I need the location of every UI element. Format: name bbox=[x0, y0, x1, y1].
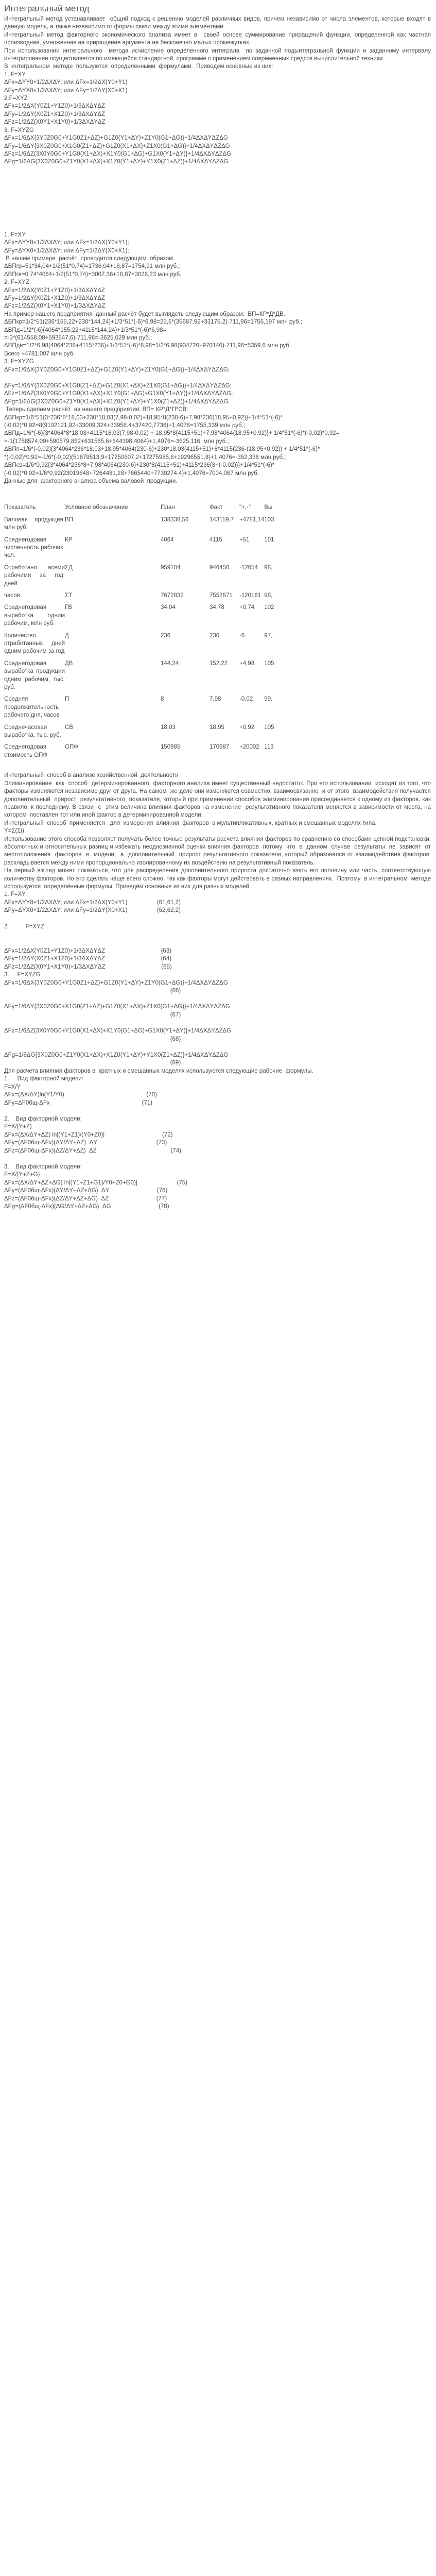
table-cell: 102 bbox=[264, 604, 274, 611]
formula-line: F=X/(Y+Z) bbox=[4, 1124, 32, 1130]
table-cell: ВП bbox=[65, 516, 73, 523]
formula-line: F=X/Y bbox=[4, 1083, 21, 1090]
spacer bbox=[4, 931, 431, 939]
table-row bbox=[4, 563, 282, 591]
formula-line: ΔFx=1/6ΔX{3Y0Z0G0+Y1G0Z1+ΔZ)+G1Z0(Y1+ΔY)+Z1Y0(G1+ΔG)}+1/4ΔXΔYΔZΔG bbox=[4, 135, 228, 142]
formula-line: ΔFz=(ΔF0бщ-ΔFx)(ΔZ/ΔY+ΔZ+ΔG) ΔZ (77) bbox=[4, 1195, 167, 1202]
section-example bbox=[4, 231, 431, 486]
table-cell: ГВ bbox=[65, 604, 72, 611]
formula-line: ΔFy=1/6ΔY{3X0Z0G0+X1G0(Z1+ΔZ)+G1Z0(X1+ΔX)+Z1X0(G1+ΔG)}+1/4ΔXΔYΔZΔG; bbox=[4, 383, 232, 389]
table-cell: Валовая продукция, млн руб. bbox=[4, 516, 65, 531]
formula-line: 1. Вид факторной модели: bbox=[4, 1076, 83, 1082]
formula-heading: 1. F=XY bbox=[4, 71, 26, 78]
calc-line: ΔВПкр=1/2*51(236*155,22+230*144,24)+1/3*51*(-6)*6,98=25,5*(35687,92+33175,2)-711,96=1755,197 млн руб.; bbox=[4, 319, 303, 326]
formula-line: F=X/(Y+Z+G) bbox=[4, 1172, 40, 1178]
table-caption: Данные для факторного анализа объема валовой продукции. bbox=[4, 478, 178, 484]
calc-line: ΔВПдв=1/2*6,98(4064*236+4115*236)+1/3*51*(-6)*6,98=1/2*6,98(934720+970140)-711,96=5359,6 млн руб. bbox=[4, 343, 291, 349]
table-cell: ΣД bbox=[65, 564, 73, 571]
table-cell: 4115 bbox=[210, 536, 222, 543]
column-header: План bbox=[161, 504, 175, 511]
table-cell: +0,74 bbox=[239, 604, 255, 611]
formula-line: ΔFy=1/2ΔY(X0Z1+X1Z0)+1/3ΔXΔYΔZ bbox=[4, 295, 105, 301]
formula-line: (69) bbox=[4, 1060, 181, 1066]
spacer bbox=[4, 915, 431, 923]
calc-line: ΔВПкр=1/6*51{3*236*8*18,03+230*18,03(7,98-0,02)+18,95*8(230-6)+7,98*236(18,95+0,92)}+1/4*51*(-6)*(-0,02)*0,92=8(9102121,92+33009,324+33958,4+37420,7736)+1,4076=1755,339 млн руб.; bbox=[4, 414, 283, 429]
table-cell: 144,24 bbox=[161, 660, 179, 667]
paragraph: Интегральный метод факторного экономического анализа имеет в своей основе суммирование приращений функции, определенной как частная производная, умноженная на приращение аргумента на бесконечно малых промежутках. bbox=[4, 31, 434, 46]
table-cell: +0,92 bbox=[239, 724, 255, 731]
paragraph: Теперь сделаем расчёт на нашего предприятия: ВП= КР*Д*П*СВ: bbox=[4, 406, 188, 413]
table-row bbox=[4, 659, 282, 695]
formula-line: 3. F=XYZG bbox=[4, 972, 41, 978]
formula-line: ΔFy=ΔYX0+1/2ΔХΔY; или ΔFy=1/2ΔY(X0+X1) bbox=[4, 87, 128, 94]
table-cell: 7552671 bbox=[210, 592, 233, 599]
blank-space bbox=[4, 485, 431, 501]
calc-line: ΔВПд=1/2*(-6)(4064*155,22+4115*144,24)+1/3*51*(-6)*6,98= bbox=[4, 327, 167, 333]
table-cell: 946450 bbox=[210, 564, 230, 571]
column-header: Показатель bbox=[4, 504, 36, 511]
formula-line: ΔFx=(ΔX/ΔY+ΔZ+ΔG) ln|(Y1+Z1+G1)/Y0+Z0+G0)| (75) bbox=[4, 1179, 187, 1186]
formula-line: Y=Σ(Σi) bbox=[4, 828, 24, 835]
formula-line: ΔFy=ΔYX0+1/2ΔХΔY; или ΔFy=1/2ΔY(X0+X1); bbox=[4, 247, 129, 254]
table-cell: 113 bbox=[264, 744, 274, 751]
formula-line: ΔFx=1/2ΔX(Y0Z1+Y1Z0)+1/3ΔXΔYΔZ bbox=[4, 103, 105, 110]
table-cell: 18,03 bbox=[161, 724, 176, 731]
formula-line: ΔFz=1/6ΔZ{3X0Y0G0+Y1G0(X1+ΔX)+X1Y0(G1+ΔG)+G1X0(Y1+ΔY)}+1/4ΔXΔYΔZΔG bbox=[4, 150, 232, 157]
formula-heading: 2.F=XYZ bbox=[4, 95, 28, 102]
table-row bbox=[4, 694, 282, 722]
table-cell: 8 bbox=[161, 696, 164, 703]
calc-line: *(-0,02)*0,92=-1/6*(-0,02)(51879513,9+17250607,2+17275985,6+19296551,8)+1,4076=-352,336 млн руб.; bbox=[4, 454, 286, 461]
table-cell: КР bbox=[65, 536, 73, 543]
table-cell: Д bbox=[65, 632, 69, 639]
table-cell: 34,78 bbox=[210, 604, 224, 611]
table-cell: 4064 bbox=[161, 536, 174, 543]
calc-line: ΔВПд=1/6*(-6){3*4064*8*18,03+4115*18,03(7,98-0,02) + 18,95*8(4115+51)+7,98*4064(18,95+0,92)}+ 1/4*51*(-6)*(-0,02)*0,92= bbox=[4, 430, 340, 437]
table-cell: 230 bbox=[210, 632, 220, 639]
table-row bbox=[4, 603, 282, 631]
formula-heading: 3. F=XYZG bbox=[4, 359, 34, 365]
formula-line: ΔFy=1/2ΔY(X0Z1+X1Z0)+1/3ΔXΔYΔZ bbox=[4, 111, 105, 117]
formula-line: 1. F=XY bbox=[4, 891, 26, 898]
table-row bbox=[4, 515, 282, 535]
table-cell: Среднечасовая выработка, тыс. руб. bbox=[4, 724, 61, 739]
table-cell: +4781,14 bbox=[239, 516, 265, 523]
table-cell: -12654 bbox=[239, 564, 258, 571]
table-cell: 170987 bbox=[210, 744, 230, 751]
formula-line: 3. Вид факторной модели: bbox=[4, 1163, 82, 1170]
table-row bbox=[4, 535, 282, 563]
column-header: "+,-" bbox=[239, 504, 251, 511]
table-row bbox=[4, 742, 282, 762]
formula-line: ΔFx=(ΔX/ΔY+ΔZ) ln|(Y1+Z1)/(Y0+Z0)| (72) bbox=[4, 1131, 173, 1138]
table-cell: 150985 bbox=[161, 744, 181, 751]
formula-line: ΔFz=1/6ΔZ{3X0Y0G0+Y1G0(X1+ΔX)+X1Y0(G1+ΔG)+G1X0(Y1+ΔY)}+1/4ΔXΔYΔZΔG bbox=[4, 1028, 232, 1035]
calc-line: ΔВПп=1/6*(-0,02){3*4064*236*18,03+18,95*4064(230-6)+230*18,03(4115+51)+8*4115(236-(18,95+0,92)) + 1/4*51*(-6)* bbox=[4, 446, 320, 453]
formula-line: ΔFx=(ΔX/ΔY)ln(Y1/Y0) (70) bbox=[4, 1092, 157, 1098]
table-cell: 138338,56 bbox=[161, 516, 189, 523]
formula-line: ΔFz=1/2ΔZ(X0Y1+X1Y0)+1/3ΔXΔYΔZ bbox=[4, 303, 106, 310]
formula-line: ΔFy=1/2ΔY(X0Z1+X1Z0)+1/3ΔXΔYΔZ (64) bbox=[4, 956, 172, 962]
formula-line: ΔFy=ΔYX0+1/2ΔХΔY; или ΔFy=1/2ΔY(X0+X1) (62,62,2) bbox=[4, 907, 181, 914]
formula-line: ΔFg=1/6ΔG{3X0Z0G0+Z1Y0(X1+ΔX)+X1Z0(Y1+ΔY)+Y1X0(Z1+ΔZ)}+1/4ΔXΔYΔZΔG bbox=[4, 1052, 229, 1059]
paragraph: В интегральном методе пользуются определенными формулами. Приведем основные из них: bbox=[4, 63, 273, 70]
formula-line: 2. Вид факторной модели: bbox=[4, 1115, 82, 1122]
table-cell: Среднегодовая выработка продукции одним рабочим, тыс. руб. bbox=[4, 660, 65, 691]
table-cell: П bbox=[65, 696, 69, 703]
formula-line: ΔFz=1/6ΔZ{3X0Y0G0+Y1G0(X1+ΔX)+X1Y0(G1+ΔG)+G1X0(Y1+ΔY)}+1/4ΔXΔYΔZΔG; bbox=[4, 391, 233, 397]
formula-line: ΔFx=1/2ΔX(Y0Z1+Y1Z0)+1/3ΔXΔYΔZ (63) bbox=[4, 948, 172, 954]
calc-line: ΔВПгр=51*34,04+1/2(51*0,74)=1736,04+18,87=1754,91 млн руб.; bbox=[4, 263, 180, 270]
table-cell: Среднегодовая численность рабочих, чел. bbox=[4, 536, 65, 559]
table-cell: 101 bbox=[264, 536, 274, 543]
table-cell: -0,02 bbox=[239, 696, 253, 703]
formula-line: (67) bbox=[4, 1011, 181, 1018]
table-cell: 97, bbox=[264, 632, 273, 639]
table-cell: 7672832 bbox=[161, 592, 184, 599]
formula-line: ΔFy=1/6ΔY{3X0Z0G0+X1G0(Z1+ΔZ)+G1Z0(X1+ΔX)+Z1X0(G1+ΔG)}+1/4ΔXΔYΔZΔG bbox=[4, 1004, 230, 1010]
column-header: Вы bbox=[264, 504, 273, 511]
table-cell: 236 bbox=[161, 632, 171, 639]
formula-line: (66) bbox=[4, 988, 181, 994]
calc-line: ΔВПсв=1/6*0,92{3*4064*236*8+7,98*4064(230-6)+230*8(4115+51)+4115*236(8+(-0,02))}+1/4*51*(-6)*(-0,02)*0,92=1/6*0,92(23019648+7264481,28+7665440+7730274,4)+1,4076=7004,067 млн руб. bbox=[4, 462, 275, 477]
formula-line: ΔFy=(ΔF0бщ-ΔFx)(ΔY/ΔY+ΔZ+ΔG) ΔY (76) bbox=[4, 1188, 168, 1194]
spacer bbox=[4, 374, 431, 382]
table-cell: 105 bbox=[264, 660, 274, 667]
formula-line: (68) bbox=[4, 1036, 181, 1042]
table-cell: 98, bbox=[264, 564, 273, 571]
table-row bbox=[4, 723, 282, 743]
table-cell: 18,95 bbox=[210, 724, 224, 731]
paragraph: На пример нашего предприятия данный расчёт будет выглядеть следующим образом: ВП=КР*Д*ДВ. bbox=[4, 311, 285, 317]
section-intro bbox=[4, 15, 434, 166]
table-cell: -120161 bbox=[239, 592, 261, 599]
table-cell: ДВ bbox=[65, 660, 73, 667]
table-cell: +20002 bbox=[239, 744, 259, 751]
formula-line: ΔFх=ΔYY0+1/2ΔХΔY; или ΔFх=1/2ΔХ(Y0+Y1) bbox=[4, 79, 128, 86]
paragraph: Использование этого способа позволяет получать более точные результаты расчета влияния факторов по сравнению со способами цепной подстановки, абсолютных и относительных разниц и избежать неоднозначной оценки влияния факторов потому что в данном случае результаты не зависят от местоположения факторов в модели, а дополнительный прирост результативного показателя, который образовался от взаимодействия факторов, раскладывается между ними пропорционально изолированному их воздействию на результативный показатель. bbox=[4, 836, 433, 866]
paragraph: Элиминирование как способ детерминированного факторного анализа имеет существенный недостаток. При его использовании исходят из того, что факторы изменяются независимо друг от друга. На самом же деле они изменяются совместно, взаимосвязанно и от этого взаимодействия получается дополнительный прирост результативного показателя, который при применении способов элиминирования присоединяется к одному из факторов, как правило, к последнему. В связи с этим величина влияния факторов на изменение результативного показателя меняется в зависимости от места, на котором поставлен тот или иной фактор в детерминированной модели. bbox=[4, 780, 434, 819]
calc-line: =-1(1758574,09+590579,862+631565,6+644398,4064)+1,4076=-3625,116 млн руб.; bbox=[4, 438, 229, 445]
table-cell: 98, bbox=[264, 592, 273, 599]
page-title: Интегральный метод bbox=[4, 4, 90, 13]
formula-line: ΔFх=ΔYY0+1/2ΔХΔY; или ΔFх=1/2ΔХ(Y0+Y1) (61,61,2) bbox=[4, 899, 181, 906]
table-cell: +51 bbox=[239, 536, 250, 543]
formula-line: ΔFg=1/6ΔG{3X0Z0G0+Z1Y0(X1+ΔX)+X1Z0(Y1+ΔY)+Y1X0(Z1+ΔZ)}+1/4ΔXΔYΔZΔG bbox=[4, 159, 229, 165]
table-cell: Отработано всеми рабочими за год: дней bbox=[4, 564, 65, 587]
table-cell: часов bbox=[4, 592, 20, 599]
table-cell: 103 bbox=[264, 516, 274, 523]
paragraph: На первый взгляд может показаться, что для распределения дополнительного прироста достаточно взять его половину или часть, соответствующую количеству факторов. Но это сделать чаще всего сложно, так как факторы могут действовать в разных направлениях. Поэтому в интегральном методе используется определённые формулы. Приведём основные из них для разных моделей. bbox=[4, 868, 434, 890]
table-cell: 959104 bbox=[161, 564, 181, 571]
formula-line: ΔFz=1/2ΔZ(X0Y1+X1Y0)+1/3ΔXΔYΔZ (65) bbox=[4, 963, 172, 970]
formula-line: ΔFx=1/6ΔX{3Y0Z0G0+Y1G0Z1+ΔZ)+G1Z0(Y1+ΔY)+Z1Y0(G1+ΔG)}+1/4ΔXΔYΔZΔG bbox=[4, 979, 228, 986]
formula-line: 2. F=XYZ bbox=[4, 923, 44, 930]
formula-line: ΔFy=1/6ΔY{3X0Z0G0+X1G0(Z1+ΔZ)+G1Z0(X1+ΔX)+Z1X0(G1+ΔG)}+1/4ΔXΔYΔZΔG bbox=[4, 143, 230, 149]
formula-line: ΔFg=1/6ΔG{3X0Z0G0+Z1Y0(X1+ΔX)+X1Z0(Y1+ΔY)+Y1X0(Z1+ΔZ)}+1/4ΔXΔYΔZΔG. bbox=[4, 398, 230, 405]
table-cell: 99, bbox=[264, 696, 273, 703]
formula-line: ΔFz=(ΔF0бщ-ΔFx)(ΔZ/ΔY+ΔZ) ΔZ (74) bbox=[4, 1147, 181, 1154]
table-cell: ОПФ bbox=[65, 744, 78, 751]
table-cell: Средняя продолжительность рабочего дня, часов bbox=[4, 696, 60, 719]
section-integral-method bbox=[4, 772, 434, 1211]
table-cell: 152,22 bbox=[210, 660, 228, 667]
paragraph: В нашем примере расчёт проводится следующим образом. bbox=[4, 255, 175, 262]
spacer bbox=[4, 939, 431, 947]
table-cell: СВ bbox=[65, 724, 73, 731]
formula-heading: 2. F=XYZ bbox=[4, 279, 29, 286]
factor-analysis-table bbox=[4, 503, 282, 762]
calc-line: ΔВПгв=0,74*4064+1/2(51*0,74)=3007,36+18,87=3026,23 млн руб. bbox=[4, 271, 182, 278]
formula-line: Интегральный способ применяется для измерения влияния факторов в мультипликативных, кратных и смешанных моделях типа. bbox=[4, 820, 377, 826]
column-header: Условное обозначение bbox=[65, 504, 128, 511]
spacer bbox=[4, 1107, 431, 1115]
calc-total: Всего +4781,007 млн руб. bbox=[4, 350, 75, 357]
table-cell: Среднегодовая стоимость ОПФ bbox=[4, 744, 48, 758]
formula-heading: 3. F=XYZG bbox=[4, 127, 34, 133]
formula-line: ΔFy=(ΔF0бщ-ΔFx)(ΔY/ΔY+ΔZ) ΔY (73) bbox=[4, 1140, 167, 1146]
formula-line: ΔFx=1/6ΔX{3Y0Z0G0+Y1G0Z1+ΔZ)+G1Z0(Y1+ΔY)+Z1Y0(G1+ΔG)}+1/4ΔXΔYΔZΔG; bbox=[4, 366, 230, 373]
blank-space bbox=[4, 765, 431, 772]
formula-line: Интегральный способ в анализе хозяйственной деятельности bbox=[4, 772, 179, 779]
table-header-row bbox=[4, 503, 282, 515]
formula-line: Для расчета влияния факторов в кратных и смешанных моделях используются следующие рабочие формулы. bbox=[4, 1067, 313, 1074]
table-cell: Количество отработанных дней одним рабочим за год bbox=[4, 632, 65, 655]
table-cell: Среднегодовая выработка одним рабочим, млн руб. bbox=[4, 604, 65, 627]
table-cell: ΣТ bbox=[65, 592, 73, 599]
spacer bbox=[4, 995, 431, 1003]
table-row bbox=[4, 631, 282, 659]
table-cell: 105 bbox=[264, 724, 274, 731]
table-cell: +4,98 bbox=[239, 660, 255, 667]
column-header: Факт bbox=[210, 504, 223, 511]
formula-line: ΔFz=1/2ΔZ(X0Y1+X1Y0)+1/3ΔXΔYΔZ bbox=[4, 119, 106, 126]
formula-heading: 1. F=XY bbox=[4, 231, 26, 238]
formula-line: ΔFy=ΔF0бщ-ΔFx (71) bbox=[4, 1099, 152, 1106]
formula-line: ΔFх=ΔYY0+1/2ΔХΔY; или ΔFх=1/2ΔХ(Y0+Y1); bbox=[4, 240, 129, 246]
paragraph: При использовании интегрального метода исчисление определенного интеграла по заданной подынтегральной функции и заданному интервалу интегрирования осуществляется по имеющейся стандартной программе с применением современных средств вычислительной техники. bbox=[4, 47, 433, 62]
table-cell: 34,04 bbox=[161, 604, 176, 611]
table-cell: 143119,7 bbox=[210, 516, 234, 523]
formula-line: ΔFg=(ΔF0бщ-ΔFx)(ΔG/ΔY+ΔZ+ΔG) ΔG (78) bbox=[4, 1203, 169, 1210]
spacer bbox=[4, 1043, 431, 1052]
formula-line: ΔFx=1/2ΔX(Y0Z1+Y1Z0)+1/3ΔXΔYΔZ bbox=[4, 287, 105, 294]
spacer bbox=[4, 1155, 431, 1163]
table-cell: -6 bbox=[239, 632, 245, 639]
blank-space bbox=[4, 166, 431, 231]
table-row bbox=[4, 591, 282, 603]
calc-line: =-3*(614558,08+593547,6)-711,96=-3625,029 млн руб.; bbox=[4, 335, 152, 341]
paragraph: Интегральный метод устанавливает общий подход к решению моделей различных видов, причем независимо от числа элементов, которые входят в данную модель, а также независимо от формы связи между этими элементами. bbox=[4, 16, 433, 30]
table-cell: 7,98 bbox=[210, 696, 221, 703]
spacer bbox=[4, 1019, 431, 1027]
